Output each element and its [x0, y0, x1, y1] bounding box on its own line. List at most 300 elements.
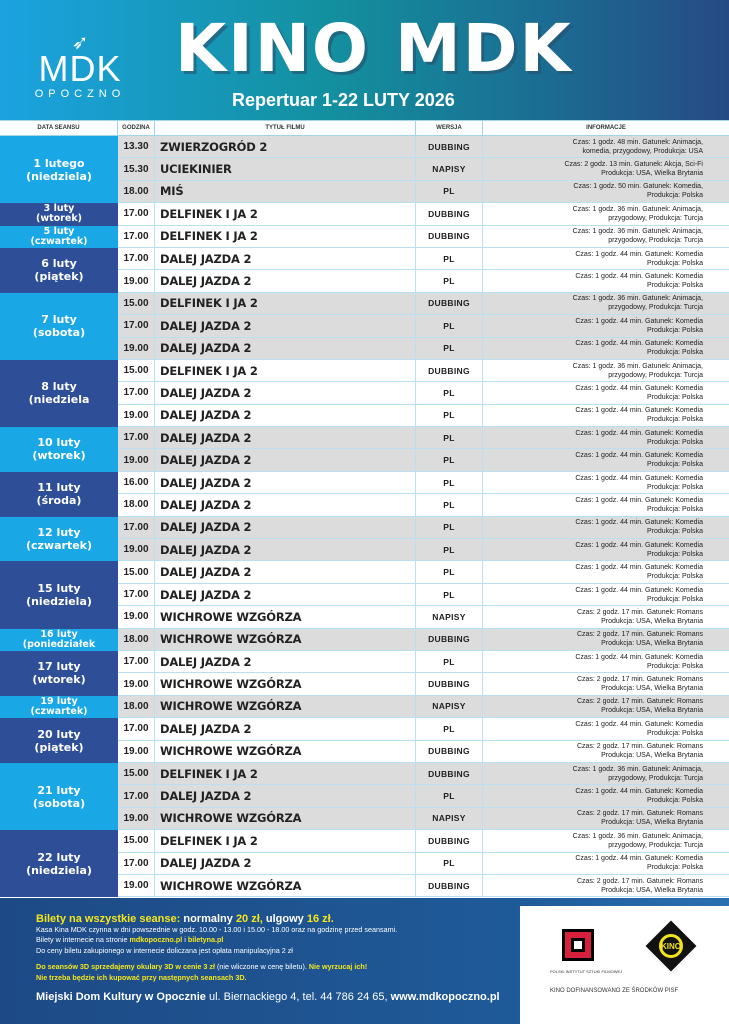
film-title: DALEJ JAZDA 2	[155, 539, 416, 560]
table-row	[118, 472, 729, 494]
table-row	[118, 517, 729, 539]
version: NAPISY	[416, 158, 483, 179]
info-line: Czas: 1 godz. 44 min. Gatunek: Komedia	[575, 429, 703, 437]
date-group	[0, 360, 729, 427]
website-link[interactable]: www.mdkopoczno.pl	[390, 991, 500, 1003]
film-info	[483, 136, 729, 157]
group-rows	[118, 651, 729, 696]
info-line: Czas: 1 godz. 36 min. Gatunek: Animacja,	[572, 362, 703, 370]
film-info	[483, 606, 729, 627]
info-line: Czas: 1 godz. 44 min. Gatunek: Komedia	[575, 250, 703, 258]
date-cell	[0, 561, 118, 628]
date-group	[0, 696, 729, 718]
table-row	[118, 226, 729, 248]
date-cell	[0, 248, 118, 293]
table-row	[118, 673, 729, 695]
info-line: Produkcja: Polska	[646, 528, 703, 536]
film-title: WICHROWE WZGÓRZA	[155, 606, 416, 627]
table-row	[118, 382, 729, 404]
date-cell	[0, 360, 118, 427]
film-title: MIŚ	[155, 181, 416, 202]
date-group	[0, 293, 729, 360]
version: PL	[416, 338, 483, 359]
showtime: 17.00	[118, 427, 155, 448]
info-line: Czas: 2 godz. 17 min. Gatunek: Romans	[576, 743, 703, 751]
version: DUBBING	[416, 293, 483, 314]
version: DUBBING	[416, 830, 483, 851]
link-mdkopoczno[interactable]: mdkopoczno.pl	[129, 935, 183, 944]
kino-logo-icon: KINO	[646, 921, 697, 972]
info-line: Czas: 2 godz. 17 min. Gatunek: Romans	[576, 608, 703, 616]
film-title: DALEJ JAZDA 2	[155, 517, 416, 538]
showtime: 19.00	[118, 673, 155, 694]
film-info	[483, 718, 729, 739]
showtime: 18.00	[118, 696, 155, 717]
showtime: 19.00	[118, 875, 155, 896]
film-title: DALEJ JAZDA 2	[155, 382, 416, 403]
info-line: Czas: 1 godz. 44 min. Gatunek: Komedia	[575, 273, 703, 281]
film-info	[483, 427, 729, 448]
date-cell	[0, 226, 118, 248]
page-subtitle: Repertuar 1-22 LUTY 2026	[232, 90, 455, 110]
weekday-label: (poniedziałek	[22, 638, 96, 650]
date-group	[0, 136, 729, 203]
info-line: przygodowy, Produkcja: Turcja	[608, 304, 703, 312]
glasses-line: Do seansów 3D sprzedajemy okulary 3D w cenie 3 zł (nie wliczone w cenę biletu). Nie wyrzucaj ich!	[36, 962, 368, 971]
table-row	[118, 181, 729, 203]
film-title: DALEJ JAZDA 2	[155, 270, 416, 291]
table-row	[118, 270, 729, 292]
prices-line: Bilety na wszystkie seanse: normalny 20 zł, ulgowy 16 zł.	[36, 913, 334, 925]
film-info	[483, 472, 729, 493]
date-group	[0, 517, 729, 562]
table-row	[118, 808, 729, 830]
film-title: WICHROWE WZGÓRZA	[155, 629, 416, 650]
col-info: INFORMACJE	[586, 125, 626, 131]
film-title: DALEJ JAZDA 2	[155, 338, 416, 359]
info-line: Czas: 1 godz. 36 min. Gatunek: Animacja,	[572, 832, 703, 840]
version: PL	[416, 584, 483, 605]
table-row	[118, 248, 729, 270]
info-line: Czas: 1 godz. 44 min. Gatunek: Komedia	[575, 317, 703, 325]
film-title: ZWIERZOGRÓD 2	[155, 136, 416, 157]
date-cell	[0, 696, 118, 718]
info-line: Produkcja: Polska	[646, 595, 703, 603]
info-line: Czas: 1 godz. 44 min. Gatunek: Komedia	[575, 474, 703, 482]
logo-text: MDK	[38, 48, 122, 89]
date-cell	[0, 830, 118, 897]
info-line: Czas: 1 godz. 44 min. Gatunek: Komedia	[575, 541, 703, 549]
showtime: 19.00	[118, 449, 155, 470]
showtime: 15.30	[118, 158, 155, 179]
film-title: DALEJ JAZDA 2	[155, 405, 416, 426]
info-line: Produkcja: Polska	[646, 864, 703, 872]
showtime: 18.00	[118, 629, 155, 650]
date-group	[0, 651, 729, 696]
group-rows	[118, 360, 729, 427]
date-label: 16 luty	[40, 628, 78, 640]
version: PL	[416, 248, 483, 269]
film-info	[483, 741, 729, 762]
date-label: 22 luty	[37, 850, 81, 864]
film-title: DELFINEK I JA 2	[155, 293, 416, 314]
showtime: 17.00	[118, 315, 155, 336]
info-line: Produkcja: Polska	[646, 393, 703, 401]
info-line: Czas: 1 godz. 44 min. Gatunek: Komedia	[575, 855, 703, 863]
film-title: DALEJ JAZDA 2	[155, 494, 416, 515]
date-group	[0, 427, 729, 472]
weekday-label: (niedziela)	[26, 169, 92, 183]
address-line: Miejski Dom Kultury w Opocznie ul. Biernackiego 4, tel. 44 786 24 65, www.mdkopoczno.pl	[36, 991, 500, 1003]
date-label: 10 luty	[37, 436, 81, 450]
group-rows	[118, 136, 729, 203]
group-rows	[118, 561, 729, 628]
date-cell	[0, 293, 118, 360]
table-row	[118, 158, 729, 180]
info-line: Czas: 1 godz. 44 min. Gatunek: Komedia	[575, 586, 703, 594]
info-line: Produkcja: Polska	[646, 662, 703, 670]
date-cell	[0, 718, 118, 763]
film-title: DALEJ JAZDA 2	[155, 853, 416, 874]
info-line: Produkcja: Polska	[646, 259, 703, 267]
info-line: Produkcja: USA, Wielka Brytania	[601, 617, 703, 625]
group-rows	[118, 226, 729, 248]
weekday-label: (czwartek)	[25, 539, 93, 553]
version: DUBBING	[416, 203, 483, 224]
film-title: DELFINEK I JA 2	[155, 830, 416, 851]
funding-note: KINO DOFINANSOWANO ZE ŚRODKÓW PISF	[550, 988, 679, 994]
version: DUBBING	[416, 360, 483, 381]
info-line: Produkcja: USA, Wielka Brytania	[601, 707, 703, 715]
showtime: 18.00	[118, 494, 155, 515]
film-info	[483, 360, 729, 381]
hours-line: Kasa Kina MDK czynna w dni powszednie w godz. 10.00 - 13.00 i 15.00 - 18.00 oraz na godzinę przed seansami.	[36, 924, 398, 934]
film-title: UCIEKINIER	[155, 158, 416, 179]
info-line: Produkcja: USA, Wielka Brytania	[601, 886, 703, 894]
weekday-label: (piątek)	[34, 270, 84, 284]
date-label: 12 luty	[37, 526, 81, 540]
version: PL	[416, 785, 483, 806]
version: DUBBING	[416, 741, 483, 762]
group-rows	[118, 830, 729, 897]
film-info	[483, 629, 729, 650]
film-info	[483, 673, 729, 694]
group-rows	[118, 293, 729, 360]
table-row	[118, 651, 729, 673]
header-banner	[0, 0, 729, 120]
info-line: Czas: 1 godz. 44 min. Gatunek: Komedia	[575, 788, 703, 796]
showtime: 17.00	[118, 584, 155, 605]
film-title: WICHROWE WZGÓRZA	[155, 875, 416, 896]
info-line: komedia, przygodowy, Produkcja: USA	[582, 147, 703, 155]
version: DUBBING	[416, 226, 483, 247]
film-info	[483, 494, 729, 515]
date-label: 7 luty	[41, 313, 77, 327]
date-label: 6 luty	[41, 257, 77, 271]
version: PL	[416, 853, 483, 874]
film-title: DALEJ JAZDA 2	[155, 315, 416, 336]
version: NAPISY	[416, 696, 483, 717]
film-info	[483, 449, 729, 470]
info-line: Produkcja: Polska	[646, 505, 703, 513]
weekday-label: (sobota)	[32, 796, 86, 810]
info-line: Produkcja: Polska	[646, 349, 703, 357]
info-line: Czas: 1 godz. 36 min. Gatunek: Animacja,	[572, 765, 703, 773]
info-line: Czas: 1 godz. 44 min. Gatunek: Komedia	[575, 519, 703, 527]
showtime: 15.00	[118, 830, 155, 851]
info-line: Czas: 1 godz. 44 min. Gatunek: Komedia	[575, 720, 703, 728]
version: PL	[416, 494, 483, 515]
version: PL	[416, 270, 483, 291]
table-row	[118, 315, 729, 337]
film-info	[483, 248, 729, 269]
page-title: KINO MDK	[175, 10, 573, 87]
film-info	[483, 382, 729, 403]
date-label: 5 luty	[43, 225, 75, 237]
film-title: DALEJ JAZDA 2	[155, 718, 416, 739]
info-line: Czas: 1 godz. 44 min. Gatunek: Komedia	[575, 653, 703, 661]
version: PL	[416, 539, 483, 560]
showtime: 18.00	[118, 181, 155, 202]
info-line: Produkcja: Polska	[646, 729, 703, 737]
logo-city: OPOCZNO	[34, 88, 126, 100]
info-line: Czas: 1 godz. 44 min. Gatunek: Komedia	[575, 496, 703, 504]
film-info	[483, 270, 729, 291]
showtime: 17.00	[118, 203, 155, 224]
info-line: Produkcja: Polska	[646, 192, 703, 200]
weekday-label: (niedziela	[28, 393, 90, 407]
info-line: Produkcja: USA, Wielka Brytania	[601, 819, 703, 827]
showtime: 19.00	[118, 539, 155, 560]
info-line: Produkcja: USA, Wielka Brytania	[601, 170, 703, 178]
pisf-logo-icon	[562, 929, 594, 961]
film-info	[483, 181, 729, 202]
date-group	[0, 830, 729, 897]
info-line: przygodowy, Produkcja: Turcja	[608, 237, 703, 245]
info-line: Czas: 1 godz. 36 min. Gatunek: Animacja,	[572, 205, 703, 213]
film-title: DALEJ JAZDA 2	[155, 427, 416, 448]
film-title: DALEJ JAZDA 2	[155, 785, 416, 806]
info-line: Czas: 1 godz. 44 min. Gatunek: Komedia	[575, 384, 703, 392]
table-row	[118, 830, 729, 852]
info-line: Produkcja: USA, Wielka Brytania	[601, 752, 703, 760]
group-rows	[118, 472, 729, 517]
showtime: 17.00	[118, 517, 155, 538]
info-line: Produkcja: Polska	[646, 550, 703, 558]
showtime: 19.00	[118, 270, 155, 291]
date-group	[0, 763, 729, 830]
info-line: Produkcja: Polska	[646, 326, 703, 334]
info-line: Produkcja: Polska	[646, 483, 703, 491]
showtime: 17.00	[118, 226, 155, 247]
info-line: Czas: 1 godz. 44 min. Gatunek: Komedia	[575, 564, 703, 572]
date-cell	[0, 629, 118, 651]
film-title: DALEJ JAZDA 2	[155, 651, 416, 672]
group-rows	[118, 629, 729, 651]
info-line: Czas: 2 godz. 17 min. Gatunek: Romans	[576, 877, 703, 885]
version: PL	[416, 472, 483, 493]
info-line: Czas: 1 godz. 50 min. Gatunek: Komedia,	[573, 183, 703, 191]
version: NAPISY	[416, 808, 483, 829]
version: PL	[416, 405, 483, 426]
film-info	[483, 338, 729, 359]
weekday-label: (środa)	[36, 494, 82, 508]
date-label: 3 luty	[43, 203, 75, 215]
version: NAPISY	[416, 606, 483, 627]
table-row	[118, 606, 729, 628]
group-rows	[118, 248, 729, 293]
weekday-label: (niedziela)	[26, 595, 92, 608]
version: PL	[416, 517, 483, 538]
date-label: 11 luty	[37, 481, 81, 495]
version: DUBBING	[416, 629, 483, 650]
date-cell	[0, 651, 118, 696]
showtime: 19.00	[118, 741, 155, 762]
showtime: 17.00	[118, 853, 155, 874]
info-line: Produkcja: Polska	[646, 461, 703, 469]
info-line: Czas: 1 godz. 44 min. Gatunek: Komedia	[575, 340, 703, 348]
table-row	[118, 629, 729, 651]
date-cell	[0, 136, 118, 203]
film-title: DELFINEK I JA 2	[155, 203, 416, 224]
date-cell	[0, 763, 118, 830]
version: DUBBING	[416, 136, 483, 157]
pegasus-wing-icon: ➶	[71, 32, 89, 54]
version: DUBBING	[416, 673, 483, 694]
film-title: DELFINEK I JA 2	[155, 226, 416, 247]
weekday-label: (sobota)	[32, 326, 86, 340]
col-date: DATA SEANSU	[0, 121, 118, 135]
info-line: przygodowy, Produkcja: Turcja	[608, 774, 703, 782]
weekday-label: (wtorek)	[32, 673, 86, 687]
info-line: Produkcja: USA, Wielka Brytania	[601, 640, 703, 648]
table-row	[118, 427, 729, 449]
table-row	[118, 539, 729, 561]
date-label: 15 luty	[37, 582, 81, 595]
info-line: Czas: 1 godz. 36 min. Gatunek: Animacja,	[572, 228, 703, 236]
table-row	[118, 494, 729, 516]
showtime: 17.00	[118, 718, 155, 739]
film-title: WICHROWE WZGÓRZA	[155, 741, 416, 762]
info-line: Produkcja: Polska	[646, 438, 703, 446]
showtime: 15.00	[118, 561, 155, 582]
film-title: DALEJ JAZDA 2	[155, 561, 416, 582]
film-title: DALEJ JAZDA 2	[155, 472, 416, 493]
showtime: 19.00	[118, 405, 155, 426]
link-biletyna[interactable]: biletyna.pl	[187, 935, 224, 944]
showtime: 17.00	[118, 785, 155, 806]
date-group	[0, 629, 729, 651]
film-title: WICHROWE WZGÓRZA	[155, 808, 416, 829]
film-info	[483, 561, 729, 582]
film-title: DELFINEK I JA 2	[155, 360, 416, 381]
group-rows	[118, 718, 729, 763]
sponsor-box	[520, 906, 729, 1024]
table-row	[118, 853, 729, 875]
info-line: przygodowy, Produkcja: Turcja	[608, 214, 703, 222]
col-time: GODZINA	[118, 121, 155, 135]
date-label: 20 luty	[37, 727, 81, 741]
info-line: Czas: 2 godz. 17 min. Gatunek: Romans	[576, 631, 703, 639]
table-row	[118, 561, 729, 583]
showtime: 15.00	[118, 293, 155, 314]
showtime: 19.00	[118, 606, 155, 627]
version: PL	[416, 427, 483, 448]
table-row	[118, 203, 729, 225]
info-line: Czas: 2 godz. 17 min. Gatunek: Romans	[576, 698, 703, 706]
info-line: Czas: 1 godz. 44 min. Gatunek: Komedia	[575, 452, 703, 460]
date-label: 1 lutego	[33, 156, 85, 170]
pisf-label: POLSKI INSTYTUT SZTUKI FILMOWEJ	[550, 969, 623, 974]
film-info	[483, 808, 729, 829]
version: DUBBING	[416, 763, 483, 784]
film-info	[483, 830, 729, 851]
date-group	[0, 561, 729, 628]
date-label: 19 luty	[40, 695, 78, 707]
film-info	[483, 226, 729, 247]
online-line: Bilety w internecie na stronie mdkopoczno.pl i biletyna.pl	[36, 935, 224, 944]
group-rows	[118, 427, 729, 472]
date-cell	[0, 472, 118, 517]
info-line: Produkcja: Polska	[646, 573, 703, 581]
table-header	[0, 120, 729, 136]
table-row	[118, 360, 729, 382]
date-cell	[0, 203, 118, 225]
info-line: przygodowy, Produkcja: Turcja	[608, 841, 703, 849]
showtime: 15.00	[118, 360, 155, 381]
fee-line: Do ceny biletu zakupionego w internecie doliczana jest opłata manipulacyjna 2 zł	[36, 945, 293, 955]
date-label: 21 luty	[37, 783, 81, 797]
showtime: 16.00	[118, 472, 155, 493]
table-row	[118, 449, 729, 471]
table-row	[118, 875, 729, 897]
table-row	[118, 763, 729, 785]
showtime: 15.00	[118, 763, 155, 784]
film-info	[483, 315, 729, 336]
group-rows	[118, 203, 729, 225]
date-group	[0, 226, 729, 248]
version: PL	[416, 718, 483, 739]
table-row	[118, 785, 729, 807]
showtime: 17.00	[118, 651, 155, 672]
date-label: 17 luty	[37, 660, 81, 674]
info-line: Produkcja: USA, Wielka Brytania	[601, 685, 703, 693]
schedule-table	[0, 136, 729, 897]
group-rows	[118, 763, 729, 830]
info-line: Czas: 2 godz. 17 min. Gatunek: Romans	[576, 676, 703, 684]
date-group	[0, 718, 729, 763]
film-title: DELFINEK I JA 2	[155, 763, 416, 784]
film-title: WICHROWE WZGÓRZA	[155, 696, 416, 717]
showtime: 17.00	[118, 382, 155, 403]
film-title: DALEJ JAZDA 2	[155, 584, 416, 605]
info-line: przygodowy, Produkcja: Turcja	[608, 371, 703, 379]
showtime: 17.00	[118, 248, 155, 269]
weekday-label: (czwartek)	[30, 235, 88, 247]
date-label: 8 luty	[41, 380, 77, 394]
film-info	[483, 405, 729, 426]
col-version: WERSJA	[416, 121, 483, 135]
weekday-label: (wtorek)	[32, 449, 86, 463]
film-info	[483, 696, 729, 717]
film-title: DALEJ JAZDA 2	[155, 248, 416, 269]
date-group	[0, 248, 729, 293]
film-info	[483, 875, 729, 896]
film-info	[483, 853, 729, 874]
weekday-label: (czwartek)	[30, 705, 88, 717]
table-row	[118, 338, 729, 360]
version: PL	[416, 382, 483, 403]
